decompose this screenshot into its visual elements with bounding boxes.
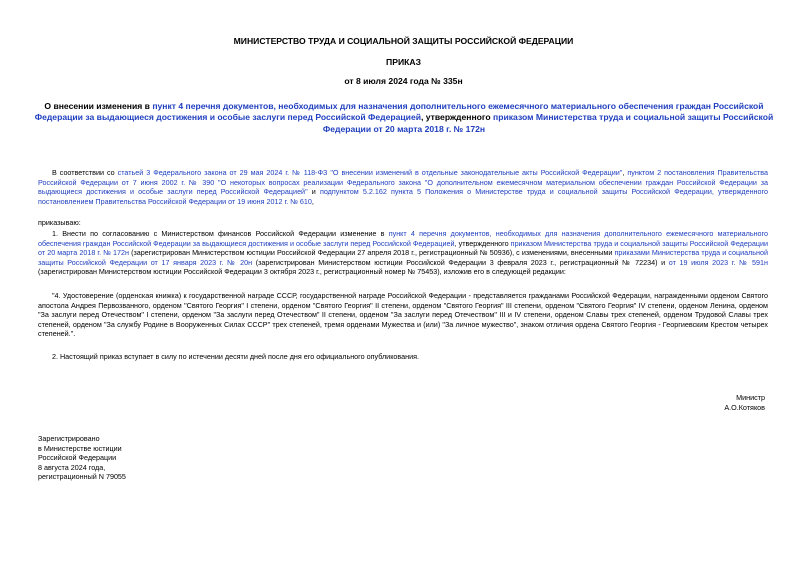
basis-paragraph — [38, 168, 768, 206]
title-text-2: , утвержденного — [421, 112, 494, 123]
order-word: приказываю: — [38, 218, 81, 227]
basis-text-1: В соответствии со — [52, 168, 118, 177]
basis-text-3: и — [307, 187, 320, 196]
title-link-order[interactable]: приказом Министерства труда и социальной защиты Российской Федерации от 20 марта 2018 г. № 172н — [322, 112, 774, 134]
signature-block — [724, 393, 765, 412]
registration-line: Российской Федерации — [38, 453, 117, 462]
title-text-1: О внесении изменения в — [44, 101, 153, 111]
item1-link-amend-2[interactable]: от 19 июля 2023 г. № 591н — [668, 257, 769, 267]
date-number: от 8 июля 2024 года № 335н — [344, 76, 463, 86]
quoted-new-text: "4. Удостоверение (орденская книжка) к государственной награде СССР, государственной награде Российской Федерации - представляется гражданами Российской Федерации, награжденными орденом Святого апостола Андрея Первозванного, орденом "Святого Георгия" I степени, орденом "Святого Георгия" II степени, орденом "Святого Георгия" III степени, орденом "Святого Георгия" IV степени, орденом Ленина, орденом "За заслуги перед Отечеством" I степени, орденом "За заслуги перед Отечеством" II степени, орденом "За заслуги перед Отечеством" III и IV степени, орденом Славы трех степеней, орденом Трудовой Славы трех степеней, орденом "За службу Родине в Вооруженных Силах СССР" трех степеней, тремя орденами Мужества и (или) "За личное мужество", знаком отличия ордена Святого Георгия - Георгиевским Крестом четырех степеней.". — [38, 291, 768, 338]
doc-type-heading: ПРИКАЗ — [386, 57, 421, 67]
signature-name: А.О.Котяков — [724, 402, 765, 412]
item1-text-5: (зарегистрирован Министерством юстиции Российской Федерации 3 октября 2023 г., регистрационный номер № 75453), изложив его в следующей редакции: — [38, 267, 566, 276]
registration-line: 8 августа 2024 года, — [38, 462, 106, 472]
signature-position: Министр — [736, 393, 765, 402]
registration-line: в Министерстве юстиции — [38, 443, 122, 453]
item-2-paragraph: 2. Настоящий приказ вступает в силу по истечении десяти дней после дня его официального опубликования. — [52, 352, 420, 361]
item1-text-2: , утвержденного — [454, 238, 511, 248]
registration-line: регистрационный N 79055 — [38, 472, 126, 481]
basis-link-regulation[interactable]: подпунктом 5.2.162 пункта 5 Положения о Министерстве труда и социальной защиты Российской Федерации, утвержденного постановлением Правительства Российской Федерации от 19 июня 2012 г. № 610 — [38, 187, 768, 206]
basis-text-2: , — [622, 168, 628, 177]
item1-link-amend-1[interactable]: приказами Министерства труда и социальной защиты Российской Федерации от 17 января 2023 г. № 20н — [38, 248, 769, 267]
item1-text-3: (зарегистрирован Министерством юстиции Российской Федерации 27 апреля 2018 г., регистрационный № 50936), с изменениями, внесенными — [129, 248, 615, 257]
basis-link-law[interactable]: статьей 3 Федерального закона от 29 мая 2024 г. № 118-ФЗ "О внесении изменений в отдельные законодательные акты Российской Федерации" — [117, 168, 623, 177]
basis-link-decree[interactable]: пунктом 2 постановления Правительства Российской Федерации от 7 июня 2002 г. № 390 "О некоторых вопросах реализации Федерального закона "О дополнительном ежемесячном материальном обеспечении граждан Российской Федерации за выдающиеся достижения и особые заслуги перед Российской Федерацией" — [38, 168, 768, 196]
document-title — [34, 101, 774, 135]
item-1-paragraph — [38, 229, 768, 277]
basis-text-4: , — [311, 196, 314, 206]
item1-text-1: 1. Внести по согласованию с Министерством финансов Российской Федерации изменение в — [52, 229, 389, 238]
registration-block — [38, 434, 126, 482]
item1-text-4: (зарегистрирован Министерством юстиции Российской Федерации 3 февраля 2023 г., регистрационный № 72234) и — [252, 257, 669, 267]
registration-line: Зарегистрировано — [38, 434, 100, 443]
title-link-list[interactable]: пункт 4 перечня документов, необходимых для назначения дополнительного ежемесячного материального обеспечения граждан Российской Федерации за выдающиеся достижения и особые заслуги перед Российской Федерацией — [34, 101, 764, 123]
item1-link-list[interactable]: пункт 4 перечня документов, необходимых для назначения дополнительного ежемесячного материального обеспечения граждан Российской Федерации за выдающиеся достижения и особые заслуги перед Российской Федерацией — [38, 229, 768, 248]
ministry-heading: МИНИСТЕРСТВО ТРУДА И СОЦИАЛЬНОЙ ЗАЩИТЫ РОССИЙСКОЙ ФЕДЕРАЦИИ — [233, 36, 574, 46]
item1-link-order[interactable]: приказом Министерства труда и социальной защиты Российской Федерации от 20 марта 2018 г. № 172н — [38, 238, 768, 257]
